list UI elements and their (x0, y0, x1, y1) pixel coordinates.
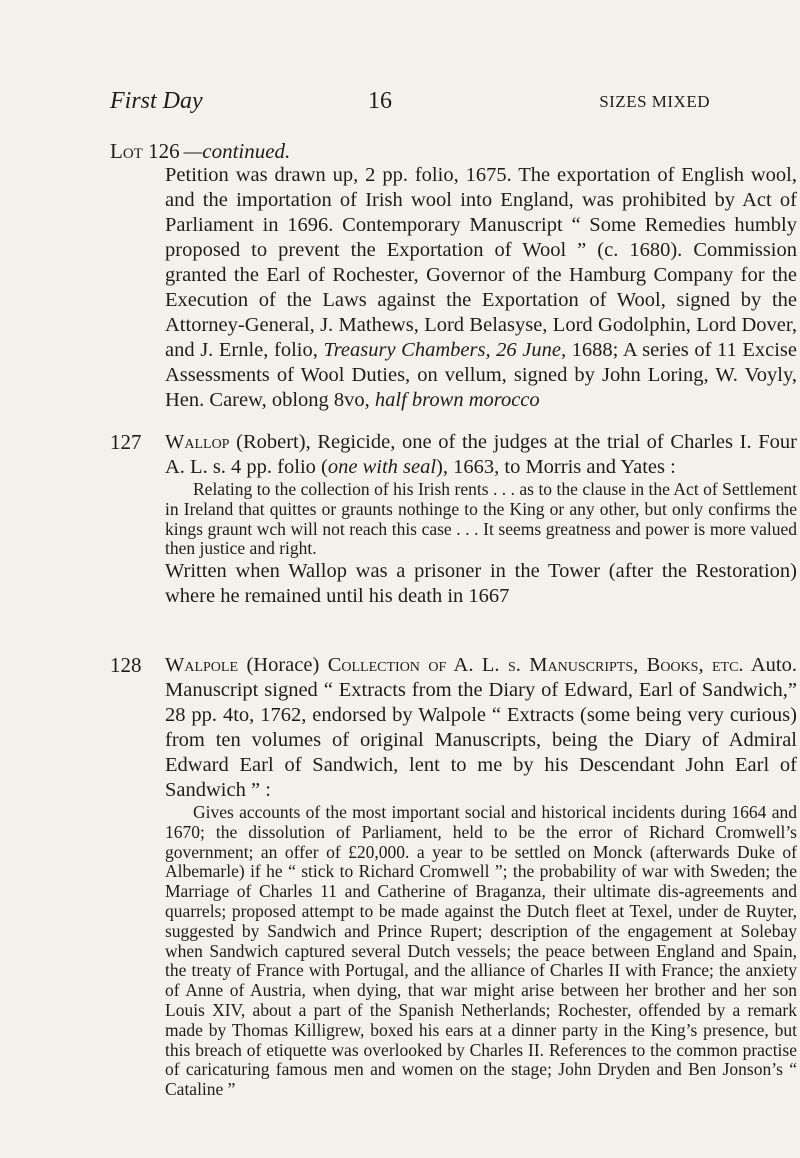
lot-127-intro-b: ), 1663, to Morris and Yates : (436, 456, 676, 478)
lot-128-number: 128 (110, 653, 142, 677)
lot-126-continued: —continued. (183, 139, 291, 163)
lot-126-label: Lot 126 (110, 139, 180, 163)
lot-127-quote: Relating to the collection of his Irish rents . . . as to the clause in the Act of Settlement in Ireland that quittes or graunts nothinge to the King or any other, but only confirms the kings graunt wch will not reach this case . . . It seems greatness and power is more valued then justice and right. (165, 479, 797, 559)
lot-128-intro-a: (Horace) (238, 654, 328, 676)
lot-127-intro (165, 430, 797, 480)
lot-126-description (165, 163, 797, 413)
lot-126-text-a: Petition was drawn up, 2 pp. folio, 1675. The exportation of English wool, and the importation of Irish wool into England, was prohibited by Act of Parliament in 1696. Contemporary Manuscript “ Some Remedies humbly proposed to prevent the Exportation of Wool ” (c. 1680). Commission granted the Earl of Rochester, Governor of the Hamburg Company for the Execution of the Laws against the Exportation of Wool, signed by the Attorney-General, J. Mathews, Lord Belasyse, Lord Godolphin, Lord Dover, and J. Ernle, folio, (165, 164, 797, 361)
page-number: 16 (368, 88, 392, 114)
lot-127-number: 127 (110, 430, 142, 454)
lot-128-intro-b: Auto. Manuscript signed “ Extracts from the Diary of Edward, Earl of Sandwich,” 28 pp. 4to, 1762, endorsed by Walpole “ Extracts (some being very curious) from ten volumes of original Manuscripts, being the Diary of Admiral Edward Earl of Sandwich, lent to me by his Descendant John Earl of Sandwich ” : (165, 654, 797, 801)
lot-127-intro-a: (Robert), Regicide, one of the judges at the trial of Charles I. Four A. L. s. 4 pp. folio ( (165, 431, 797, 478)
lot-128-quote: Gives accounts of the most important social and historical incidents during 1664 and 1670; the dissolution of Parliament, held to be the error of Richard Cromwell’s government; an offer of £20,000. a year to be settled on Monck (afterwards Duke of Albemarle) if he “ stick to Richard Cromwell ”; the probability of war with Sweden; the Marriage of Charles 11 and Catherine of Braganza, their ultimate dis-agreements and quarrels; proposed attempt to be made against the Dutch fleet at Texel, under de Ruyter, suggested by Sandwich and Prince Rupert; description of the engagement at Solebay when Sandwich captured several Dutch vessels; the peace between England and Spain, the treaty of France with Portugal, and the alliance of Charles II with France; the anxiety of Anne of Austria, when dying, that war might arise between her brother and her son Louis XIV, about a part of the Spanish Netherlands; Rochester, offended by a remark made by Thomas Killigrew, boxed his ears at a dinner party in the King’s presence, but this breach of etiquette was overlooked by Charles II. References to the common practise of caricaturing famous men and women on the stage; John Dryden and Ben Jonson’s “ Cataline ” (165, 802, 797, 1100)
lot-126-text-b: Treasury Chambers, 26 June, (323, 339, 567, 361)
running-head (110, 86, 710, 116)
lot-128-collection: Collection of A. L. s. Manuscripts, Books, etc. (327, 654, 744, 676)
running-head-day: First Day (110, 88, 203, 114)
lot-126-binding: half brown morocco (374, 389, 540, 411)
running-head-section: SIZES MIXED (599, 92, 710, 111)
lot-127-note: Written when Wallop was a prisoner in the Tower (after the Restoration) where he remained until his death in 1667 (165, 560, 797, 608)
lot-128-intro (165, 653, 797, 803)
lot-126-text (165, 163, 797, 413)
lot-128-description (165, 653, 797, 1100)
lot-126-text-c: 1688; A series of 11 Excise Assessments of Wool Duties, on vellum, signed by John Loring, W. Voyly, Hen. Carew, oblong 8vo, (165, 339, 798, 411)
lot-126-heading (110, 138, 290, 164)
lot-128-name: Walpole (165, 654, 239, 676)
lot-127-name: Wallop (165, 431, 230, 453)
lot-127-description (165, 430, 797, 609)
lot-127-intro-seal: one with seal (327, 456, 437, 478)
